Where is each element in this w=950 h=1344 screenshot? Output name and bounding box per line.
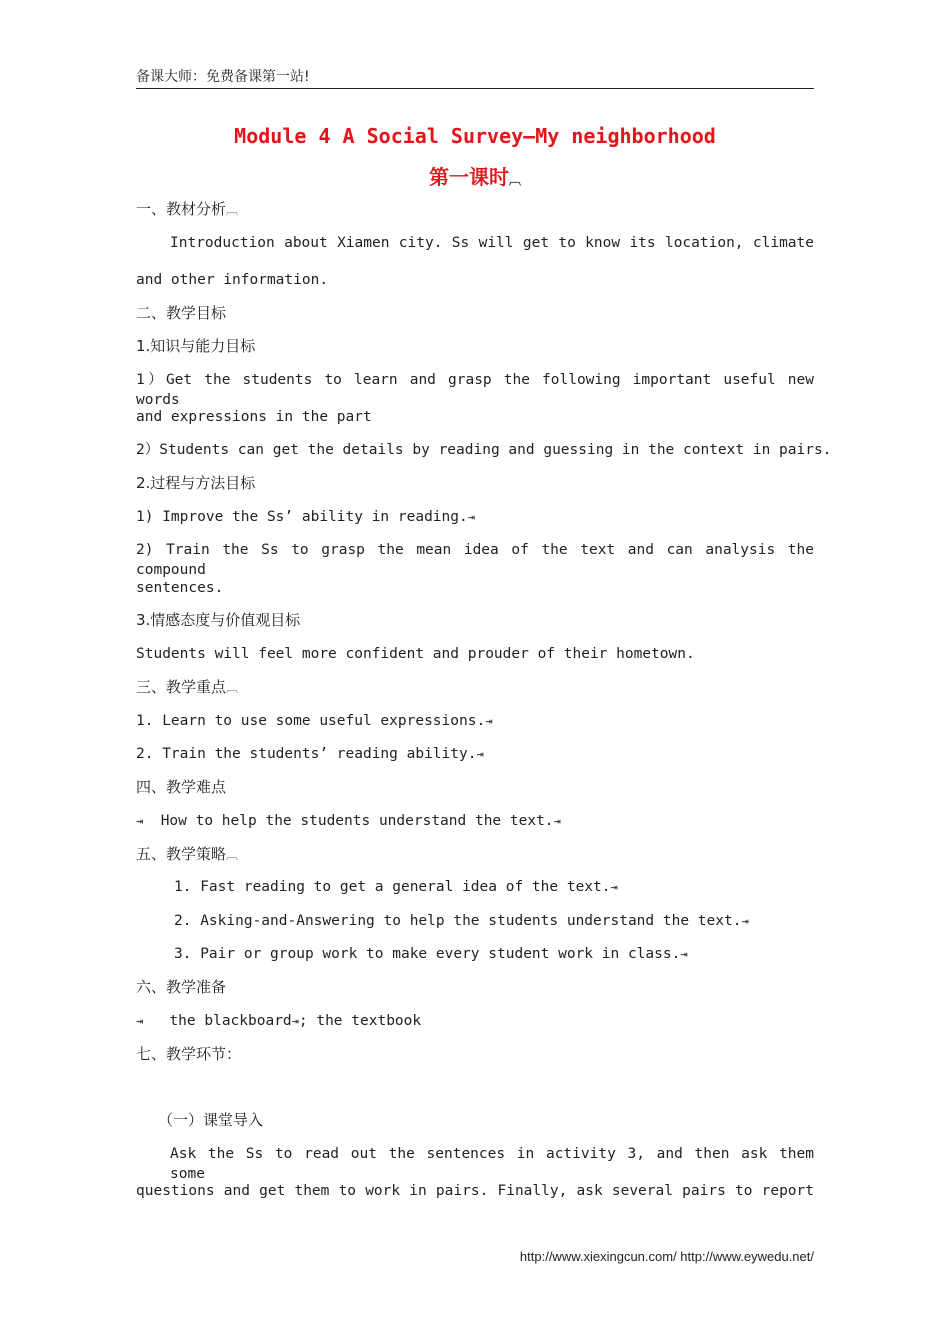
tab-mark-icon: ⇥ — [680, 947, 688, 961]
line-text: 1. Learn to use some useful expressions. — [136, 713, 486, 729]
subsection-heading: 3.情感态度与价值观目标 — [136, 611, 301, 629]
list-item — [136, 711, 814, 731]
paragraph-line: Ask the Ss to read out the sentences in activity 3, and then ask them some — [170, 1146, 814, 1182]
list-item — [136, 811, 814, 831]
tab-mark-icon: ⇥ — [467, 510, 475, 524]
paragraph-line: 2) Train the Ss to grasp the mean idea of the text and can analysis the compound — [136, 542, 814, 578]
tab-mark-icon: ⇥ — [553, 814, 561, 828]
line-text: 2. Train the students’ reading ability. — [136, 746, 477, 762]
line-text: 1. Fast reading to get a general idea of the text. — [174, 879, 611, 895]
list-item — [174, 944, 852, 964]
list-item — [136, 1011, 814, 1031]
paragraph-mark-icon: ︹ — [226, 681, 239, 695]
paragraph-line: Introduction about Xiamen city. Ss will get to know its location, climate — [170, 235, 814, 251]
section-heading-1 — [136, 199, 814, 220]
paragraph-mark-icon: ︹ — [226, 848, 239, 862]
page-header: 备课大师：免费备课第一站! — [136, 66, 814, 89]
line-text: How to help the students understand the text. — [160, 813, 554, 829]
tab-mark-icon: ⇥ — [741, 914, 749, 928]
section-heading-text: 三、教学重点 — [136, 678, 227, 696]
section-heading-3 — [136, 677, 814, 698]
subsection-heading: 2.过程与方法目标 — [136, 474, 256, 492]
paragraph-line: and other information. — [136, 272, 329, 288]
paragraph-line: Students will feel more confident and prouder of their hometown. — [136, 646, 695, 662]
line-text: 1) Improve the Ss’ ability in reading. — [136, 509, 468, 525]
section-heading-4: 四、教学难点 — [136, 778, 227, 796]
tab-mark-icon: ⇥ — [291, 1014, 299, 1028]
document-subtitle — [0, 161, 950, 190]
subtitle-text: 第一课时 — [428, 165, 509, 189]
line-text: the blackboard — [169, 1013, 292, 1029]
paragraph-line: and expressions in the part — [136, 409, 372, 425]
subsection-heading: 1.知识与能力目标 — [136, 337, 256, 355]
tab-mark-icon: ⇥ — [476, 747, 484, 761]
section-heading-text: 一、教材分析 — [136, 200, 227, 218]
section-heading-6: 六、教学准备 — [136, 978, 227, 996]
paragraph-mark-icon: ︹ — [508, 173, 521, 187]
tab-mark-icon: ⇥ — [485, 714, 493, 728]
section-heading-2: 二、教学目标 — [136, 304, 227, 322]
tab-mark-icon: ⇥ — [136, 814, 144, 828]
line-text: ; the textbook — [298, 1013, 422, 1029]
section-heading-text: 五、教学策略 — [136, 845, 227, 863]
paragraph-mark-icon: ︹ — [226, 203, 239, 217]
list-item — [174, 877, 852, 897]
tab-mark-icon: ⇥ — [136, 1014, 144, 1028]
line-text: 3. Pair or group work to make every student work in class. — [174, 946, 681, 962]
page-footer: http://www.xiexingcun.com/ http://www.eywedu.net/ — [519, 1249, 814, 1264]
list-item — [174, 911, 852, 931]
section-heading-7: 七、教学环节： — [136, 1045, 242, 1063]
section-heading-5 — [136, 844, 814, 865]
paragraph-line: sentences. — [136, 580, 224, 596]
tab-mark-icon: ⇥ — [610, 880, 618, 894]
paragraph-line: 1）Get the students to learn and grasp the following important useful new words — [136, 372, 814, 408]
list-item — [136, 744, 814, 764]
document-title: Module 4 A Social Survey—My neighborhood — [234, 124, 716, 148]
subsection-heading: （一）课堂导入 — [158, 1111, 264, 1129]
line-text: 2. Asking-and-Answering to help the students understand the text. — [174, 913, 742, 929]
paragraph-line: 2）Students can get the details by reading and guessing in the context in pairs. — [136, 442, 832, 458]
paragraph-line: questions and get them to work in pairs. Finally, ask several pairs to report — [136, 1183, 814, 1199]
paragraph-line — [136, 507, 814, 527]
